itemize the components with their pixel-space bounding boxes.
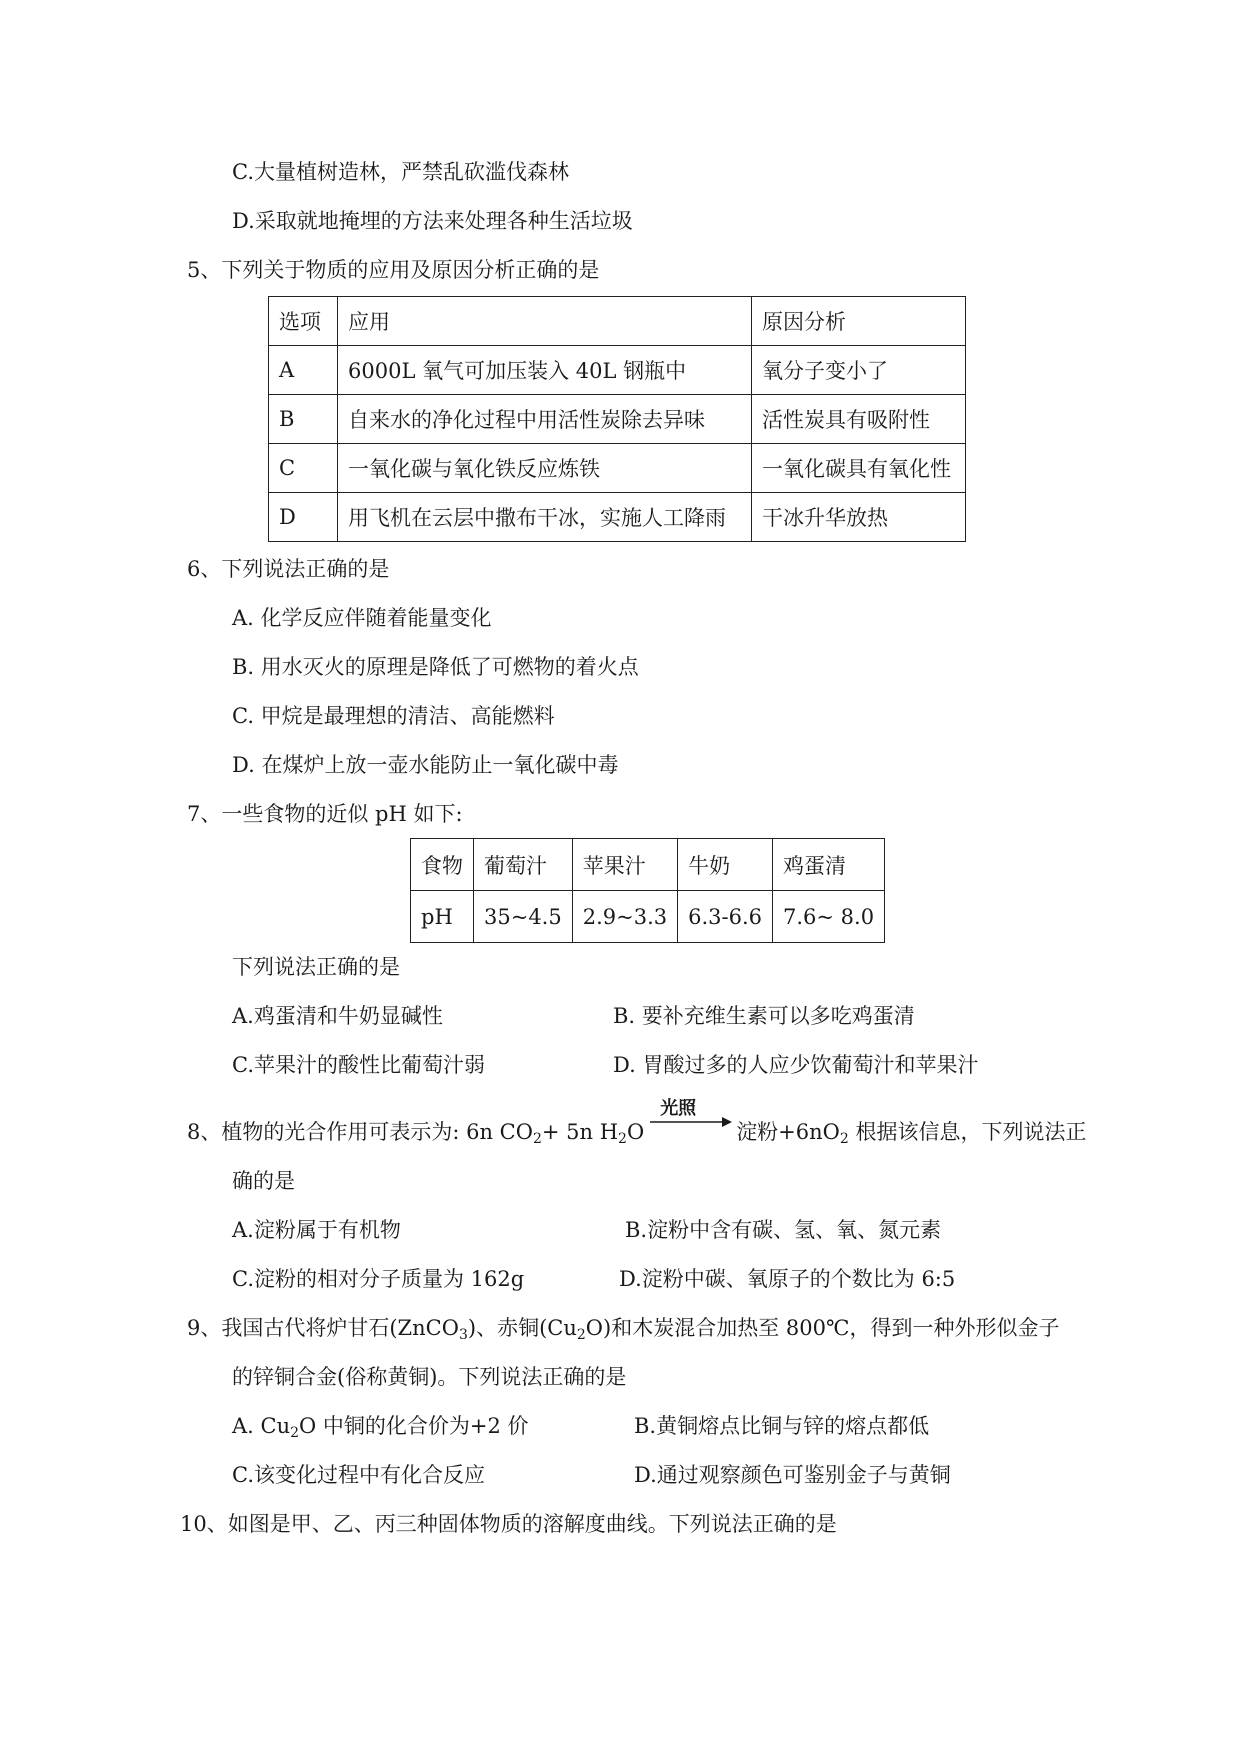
q6-option-d: D. 在煤炉上放一壶水能防止一氧化碳中毒 (232, 753, 619, 777)
subscript: 3 (458, 1327, 468, 1343)
subscript: 2 (839, 1131, 849, 1147)
q5-table (268, 296, 966, 542)
table-cell: 6000L 氧气可加压装入 40L 钢瓶中 (338, 346, 752, 395)
table-cell: 一氧化碳与氧化铁反应炼铁 (338, 444, 752, 493)
table-header-cell: 苹果汁 (572, 839, 677, 891)
table-row (269, 493, 966, 542)
q8-option-d: D.淀粉中碳、氧原子的个数比为 6:5 (619, 1267, 956, 1291)
table-cell: D (269, 493, 338, 542)
table-cell: pH (411, 891, 474, 943)
q8-stem-line2: 确的是 (232, 1169, 295, 1193)
q9-stem-part2: )、赤铜(Cu (467, 1316, 577, 1340)
table-header-row (411, 839, 885, 891)
q7-option-a: A.鸡蛋清和牛奶显碱性 (232, 1004, 443, 1028)
q9-option-a (232, 1411, 529, 1441)
table-cell: 6.3-6.6 (678, 891, 773, 943)
table-cell: A (269, 346, 338, 395)
q7-stem: 7、一些食物的近似 pH 如下: (187, 802, 463, 826)
q9-option-a-part2: O 中铜的化合价为+2 价 (299, 1414, 529, 1438)
q8-stem-after-arrow: 淀粉+6nO (736, 1120, 840, 1144)
table-cell: 氧分子变小了 (752, 346, 966, 395)
table-header-row (269, 297, 966, 346)
q7-option-b: B. 要补充维生素可以多吃鸡蛋清 (613, 1004, 915, 1028)
q8-stem-mid: + 5n H (541, 1120, 619, 1144)
table-cell: 35~4.5 (474, 891, 573, 943)
table-header-cell: 选项 (269, 297, 338, 346)
q6-option-a: A. 化学反应伴随着能量变化 (232, 606, 492, 630)
q9-stem (187, 1313, 1059, 1343)
right-arrow-icon (648, 1112, 732, 1132)
q8-option-b: B.淀粉中含有碳、氢、氧、氮元素 (625, 1218, 942, 1242)
q5-stem: 5、下列关于物质的应用及原因分析正确的是 (187, 258, 600, 282)
q8-stem-prefix: 8、植物的光合作用可表示为: 6n CO (187, 1120, 533, 1144)
q6-option-c: C. 甲烷是最理想的清洁、高能燃料 (232, 704, 555, 728)
table-header-cell: 葡萄汁 (474, 839, 573, 891)
table-row (411, 891, 885, 943)
q8-stem-o: O (626, 1120, 645, 1144)
subscript: 2 (576, 1327, 586, 1343)
q7-sub-stem: 下列说法正确的是 (232, 955, 400, 979)
table-cell: 一氧化碳具有氧化性 (752, 444, 966, 493)
table-cell: 自来水的净化过程中用活性炭除去异味 (338, 395, 752, 444)
q9-option-a-part1: A. Cu (232, 1414, 291, 1438)
q9-stem-part3: O)和木炭混合加热至 800℃，得到一种外形似金子 (585, 1316, 1060, 1340)
q7-option-c: C.苹果汁的酸性比葡萄汁弱 (232, 1053, 485, 1077)
table-header-cell: 食物 (411, 839, 474, 891)
reaction-arrow (648, 1097, 732, 1144)
table-header-cell: 原因分析 (752, 297, 966, 346)
q8-stem-tail: 根据该信息，下列说法正 (848, 1120, 1087, 1144)
q8-option-a: A.淀粉属于有机物 (232, 1218, 401, 1242)
table-row (269, 346, 966, 395)
table-cell: 用飞机在云层中撒布干冰，实施人工降雨 (338, 493, 752, 542)
q9-option-c: C.该变化过程中有化合反应 (232, 1463, 485, 1487)
q7-option-d: D. 胃酸过多的人应少饮葡萄汁和苹果汁 (613, 1053, 979, 1077)
table-row (269, 444, 966, 493)
q9-option-d: D.通过观察颜色可鉴别金子与黄铜 (634, 1463, 951, 1487)
q6-option-b: B. 用水灭火的原理是降低了可燃物的着火点 (232, 655, 639, 679)
table-row (269, 395, 966, 444)
q9-option-b: B.黄铜熔点比铜与锌的熔点都低 (634, 1414, 930, 1438)
table-cell: 活性炭具有吸附性 (752, 395, 966, 444)
table-cell: B (269, 395, 338, 444)
subscript: 2 (532, 1131, 542, 1147)
table-header-cell: 鸡蛋清 (773, 839, 885, 891)
q9-stem-part1: 9、我国古代将炉甘石(ZnCO (187, 1316, 459, 1340)
table-cell: 2.9~3.3 (572, 891, 677, 943)
subscript: 2 (618, 1131, 627, 1147)
table-cell: 7.6~ 8.0 (773, 891, 885, 943)
q7-ph-table (410, 838, 885, 943)
q4-option-c: C.大量植树造林，严禁乱砍滥伐森林 (232, 160, 569, 184)
subscript: 2 (290, 1425, 300, 1441)
q4-option-d: D.采取就地掩埋的方法来处理各种生活垃圾 (232, 209, 633, 233)
q10-stem: 10、如图是甲、乙、丙三种固体物质的溶解度曲线。下列说法正确的是 (180, 1512, 837, 1536)
q8-option-c: C.淀粉的相对分子质量为 162g (232, 1267, 525, 1291)
q6-stem: 6、下列说法正确的是 (187, 557, 390, 581)
table-cell: 干冰升华放热 (752, 493, 966, 542)
q9-stem-line2: 的锌铜合金(俗称黄铜)。下列说法正确的是 (232, 1365, 627, 1389)
q8-stem (187, 1097, 1087, 1147)
table-header-cell: 牛奶 (678, 839, 773, 891)
table-header-cell: 应用 (338, 297, 752, 346)
reaction-condition-label: 光照 (660, 1097, 697, 1119)
table-cell: C (269, 444, 338, 493)
